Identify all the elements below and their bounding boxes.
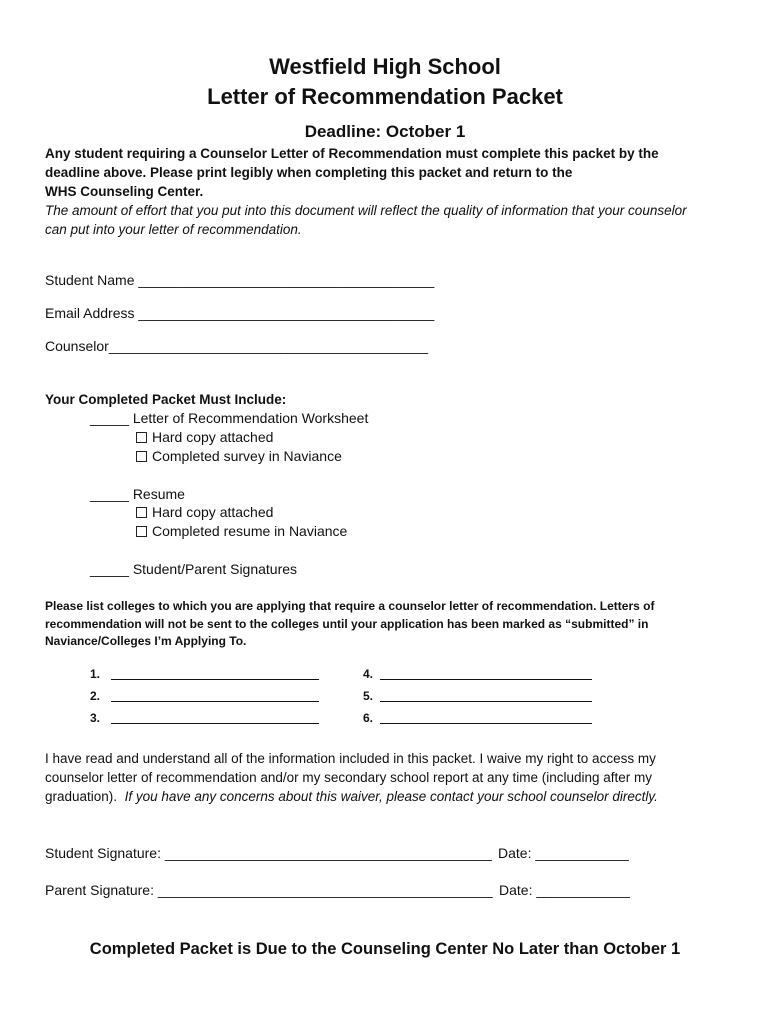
college-line-4[interactable]: 4. [363,667,592,681]
college-line-6[interactable]: 6. [363,711,592,725]
packet-title: Letter of Recommendation Packet [207,84,563,109]
student-signature-field[interactable]: Student Signature: __________________________________________ [45,845,492,861]
student-name-field[interactable]: Student Name ______________________________________ [45,272,435,288]
colleges-instr-3: Naviance/Colleges I’m Applying To. [45,634,247,648]
checklist-signatures[interactable]: _____ Student/Parent Signatures [90,561,298,577]
counselor-field[interactable]: Counselor_________________________________________ [45,338,429,354]
checkbox-icon[interactable] [136,507,147,518]
college-line-3[interactable]: 3. [90,711,319,725]
checklist-heading: Your Completed Packet Must Include: [45,392,287,407]
college-line-1[interactable]: 1. [90,667,319,681]
colleges-instr-2: recommendation will not be sent to the colleges until your application has been marked as “submitted” in [45,617,649,631]
waiver-line-2: counselor letter of recommendation and/or my secondary school report at any time (including after my [45,770,653,785]
email-field[interactable]: Email Address ______________________________________ [45,305,435,321]
resume-hard-copy[interactable]: Hard copy attached [136,504,273,520]
intro-italic-1: The amount of effort that you put into this document will reflect the quality of information that your counselor [45,203,687,218]
waiver-line-1: I have read and understand all of the information included in this packet. I waive my right to access my [45,751,656,766]
student-date-field[interactable]: Date: ____________ [498,845,629,861]
due-notice: Completed Packet is Due to the Counseling Center No Later than October 1 [89,940,681,958]
intro-line-2: deadline above. Please print legibly when completing this packet and return to the [45,165,573,180]
worksheet-hard-copy[interactable]: Hard copy attached [136,429,273,445]
checklist-worksheet[interactable]: _____ Letter of Recommendation Worksheet [90,410,369,426]
intro-line-1: Any student requiring a Counselor Letter of Recommendation must complete this packet by the [45,146,659,161]
waiver-line-3: graduation). If you have any concerns about this waiver, please contact your school counselor directly. [45,789,658,804]
intro-italic-2: can put into your letter of recommendation. [45,222,302,237]
checklist-resume[interactable]: _____ Resume [90,486,185,502]
worksheet-survey[interactable]: Completed survey in Naviance [136,448,342,464]
checkbox-icon[interactable] [136,432,147,443]
school-title: Westfield High School [269,54,501,79]
resume-naviance[interactable]: Completed resume in Naviance [136,523,347,539]
parent-date-field[interactable]: Date: ____________ [499,882,630,898]
college-line-2[interactable]: 2. [90,689,319,703]
checkbox-icon[interactable] [136,526,147,537]
parent-signature-field[interactable]: Parent Signature: ___________________________________________ [45,882,493,898]
intro-line-3: WHS Counseling Center. [45,184,204,199]
checkbox-icon[interactable] [136,451,147,462]
colleges-instr-1: Please list colleges to which you are applying that require a counselor letter of recommendation. Letters of [45,599,655,613]
college-line-5[interactable]: 5. [363,689,592,703]
deadline: Deadline: October 1 [304,122,466,141]
